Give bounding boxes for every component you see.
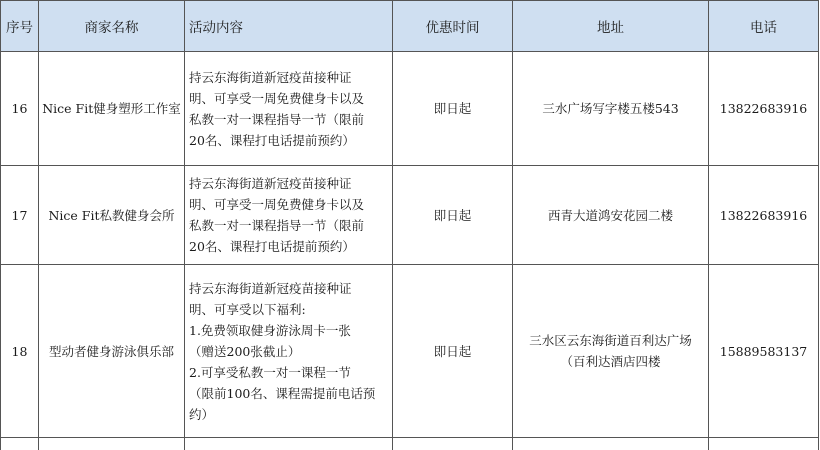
row-phone: 13822683916 (709, 166, 819, 265)
row-time: 即日起 (393, 52, 513, 166)
activity-line: 明、可享受一周免费健身卡以及 (189, 90, 365, 106)
row-phone: 15889583137 (709, 265, 819, 438)
table-row (1, 265, 819, 438)
table-row (1, 166, 819, 265)
activity-line: 明、可享受一周免费健身卡以及 (189, 197, 365, 212)
row-index: 16 (1, 52, 39, 166)
activity-line: 20名、课程打电话提前预约） (189, 239, 355, 254)
row-index: 18 (1, 265, 39, 438)
header-activity: 活动内容 (185, 1, 393, 52)
header-phone: 电话 (709, 1, 819, 52)
row-phone: 13822683916 (709, 52, 819, 166)
row-address (513, 265, 709, 438)
row-activity (185, 52, 393, 166)
activity-line: 1.免费领取健身游泳周卡一张 (189, 322, 351, 338)
activity-line: 私教一对一课程指导一节（限前 (189, 218, 365, 233)
header-merchant: 商家名称 (39, 1, 185, 52)
activity-line: （赠送200张截止） (189, 343, 301, 359)
table-row (1, 52, 819, 166)
row-merchant: 型动者健身游泳俱乐部 (39, 265, 185, 438)
activity-line: 约） (189, 406, 215, 422)
activity-line: 20名、课程打电话提前预约） (189, 132, 355, 148)
row-address (513, 52, 709, 166)
row-merchant: Nice Fit私教健身会所 (39, 166, 185, 265)
activity-line: （限前100名、课程需提前电话预 (189, 385, 376, 401)
header-index: 序号 (1, 1, 39, 52)
row-merchant: Nice Fit健身塑形工作室 (39, 52, 185, 166)
activity-line: 持云东海街道新冠疫苗接种证 (189, 69, 352, 85)
activity-line: 私教一对一课程指导一节（限前 (189, 111, 365, 127)
address-line: （百利达酒店四楼 (560, 354, 661, 369)
address-line: 三水区云东海街道百利达广场 (529, 333, 692, 348)
activity-line: 持云东海街道新冠疫苗接种证 (189, 176, 352, 191)
header-time: 优惠时间 (393, 1, 513, 52)
row-index: 17 (1, 166, 39, 265)
address-line: 三水广场写字楼五楼543 (542, 101, 679, 116)
activity-line: 2.可享受私教一对一课程一节 (189, 364, 351, 380)
header-address: 地址 (513, 1, 709, 52)
row-activity (185, 265, 393, 438)
address-line: 西青大道鸿安花园二楼 (547, 207, 673, 223)
row-time: 即日起 (393, 166, 513, 265)
activity-line: 明、可享受以下福利: (189, 301, 306, 317)
activity-line: 持云东海街道新冠疫苗接种证 (189, 280, 352, 296)
row-time: 即日起 (393, 265, 513, 438)
table-row-partial (1, 438, 819, 450)
row-activity (185, 166, 393, 265)
header-row (1, 1, 819, 52)
row-address (513, 166, 709, 265)
